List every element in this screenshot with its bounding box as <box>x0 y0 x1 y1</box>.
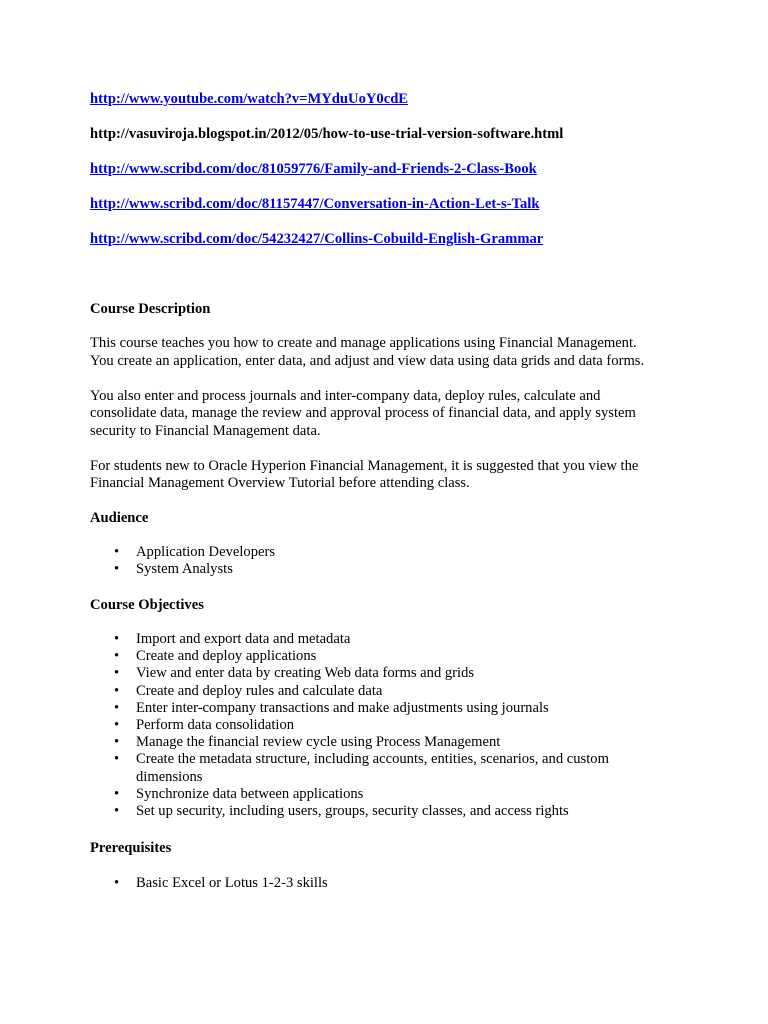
bullet-icon: • <box>114 699 120 716</box>
bullet-icon: • <box>114 648 120 665</box>
objectives-heading: Course Objectives <box>90 597 204 613</box>
audience-list <box>0 544 768 578</box>
bullet-icon: • <box>114 561 120 578</box>
bullet-icon: • <box>114 751 120 768</box>
link-scribd-collins[interactable]: http://www.scribd.com/doc/54232427/Collins-Cobuild-English-Grammar <box>90 231 544 247</box>
list-item: • Basic Excel or Lotus 1-2-3 skills <box>114 875 328 891</box>
bullet-icon: • <box>114 631 120 647</box>
list-item: • Manage the financial review cycle using Process Management <box>114 734 501 751</box>
prerequisites-list <box>0 875 768 892</box>
list-item: • View and enter data by creating Web data forms and grids <box>114 665 475 682</box>
bullet-icon: • <box>114 544 120 560</box>
link-scribd-family-friends[interactable]: http://www.scribd.com/doc/81059776/Family-and-Friends-2-Class-Book <box>90 161 537 177</box>
bullet-icon: • <box>114 803 120 820</box>
description-para3-line2: Financial Management Overview Tutorial before attending class. <box>90 475 470 491</box>
link-scribd-conversation[interactable]: http://www.scribd.com/doc/81157447/Conversation-in-Action-Let-s-Talk <box>90 196 540 212</box>
list-item: • Synchronize data between applications <box>114 785 364 802</box>
bullet-icon: • <box>114 682 120 699</box>
bullet-icon: • <box>114 665 120 682</box>
link-blogspot: http://vasuviroja.blogspot.in/2012/05/how-to-use-trial-version-software.html <box>90 126 564 142</box>
link-youtube[interactable]: http://www.youtube.com/watch?v=MYduUoY0cdE <box>90 91 409 107</box>
list-item: • Application Developers <box>114 544 276 560</box>
list-item: • Create the metadata structure, including accounts, entities, scenarios, and custom dimensions <box>114 751 609 785</box>
bullet-icon: • <box>114 717 120 734</box>
description-para2-line1: You also enter and process journals and inter-company data, deploy rules, calculate and <box>90 388 601 404</box>
list-item: • Create and deploy rules and calculate data <box>114 682 383 699</box>
description-para2-line2: consolidate data, manage the review and approval process of financial data, and apply system <box>90 405 636 421</box>
list-item: • Perform data consolidation <box>114 717 295 734</box>
description-para1-line1: This course teaches you how to create and manage applications using Financial Management. <box>90 335 637 351</box>
bullet-icon: • <box>114 734 120 751</box>
description-para2-line3: security to Financial Management data. <box>90 423 321 439</box>
prerequisites-heading: Prerequisites <box>90 840 172 856</box>
description-para1-line2: You create an application, enter data, and adjust and view data using data grids and data forms. <box>90 353 645 369</box>
bullet-icon: • <box>114 785 120 802</box>
bullet-icon: • <box>114 875 120 891</box>
course-description-heading: Course Description <box>90 301 211 317</box>
objectives-list <box>0 631 768 820</box>
list-item: • Create and deploy applications <box>114 648 317 665</box>
list-item: • Set up security, including users, groups, security classes, and access rights <box>114 803 569 820</box>
list-item: • Import and export data and metadata <box>114 631 351 647</box>
list-item: • Enter inter-company transactions and make adjustments using journals <box>114 699 549 716</box>
audience-heading: Audience <box>90 510 149 526</box>
list-item: • System Analysts <box>114 561 233 578</box>
description-para3-line1: For students new to Oracle Hyperion Financial Management, it is suggested that you view the <box>90 458 639 474</box>
